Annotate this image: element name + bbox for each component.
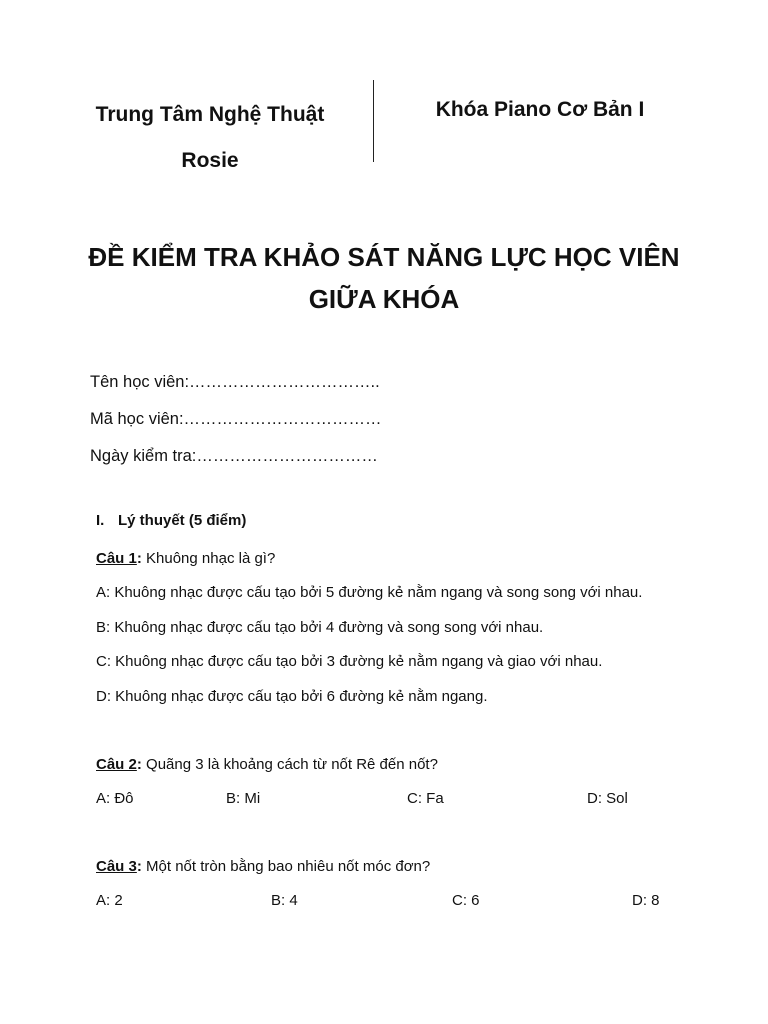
q2-option-a: A: Đô — [96, 790, 134, 807]
q1-option-b: B: Khuông nhạc được cấu tạo bởi 4 đường và song song với nhau. — [96, 619, 544, 636]
question-text: Khuông nhạc là gì? — [141, 550, 276, 567]
question-text: Quãng 3 là khoảng cách từ nốt Rê đến nốt? — [141, 756, 438, 773]
question-label: Câu 1 — [96, 550, 137, 567]
q3-option-d: D: 8 — [632, 892, 660, 909]
title-line2: GIỮA KHÓA — [308, 284, 460, 314]
question-label: Câu 2 — [96, 756, 137, 773]
q2-option-b: B: Mi — [226, 790, 261, 807]
document-title — [60, 236, 708, 320]
document-header — [0, 0, 768, 180]
q3-option-c: C: 6 — [452, 892, 480, 909]
q2-option-d: D: Sol — [587, 790, 628, 807]
section-number: I. — [96, 512, 105, 529]
question-1: Câu 1: Khuông nhạc là gì? — [96, 550, 276, 567]
student-id-field: Mã học viên:……………………………… — [90, 410, 382, 428]
question-2: Câu 2: Quãng 3 là khoảng cách từ nốt Rê đến nốt? — [96, 756, 438, 773]
q3-options — [96, 892, 696, 912]
center-name — [70, 92, 350, 184]
q1-option-d: D: Khuông nhạc được cấu tạo bởi 6 đường kẻ nằm ngang. — [96, 688, 488, 705]
q2-option-c: C: Fa — [407, 790, 444, 807]
q1-option-c: C: Khuông nhạc được cấu tạo bởi 3 đường kẻ nằm ngang và giao với nhau. — [96, 653, 603, 670]
section-title: Lý thuyết (5 điểm) — [118, 512, 247, 529]
q1-option-a: A: Khuông nhạc được cấu tạo bởi 5 đường kẻ nằm ngang và song song với nhau. — [96, 584, 643, 601]
header-divider — [373, 80, 374, 162]
question-label: Câu 3 — [96, 858, 137, 875]
q3-option-a: A: 2 — [96, 892, 123, 909]
q2-options — [96, 790, 696, 810]
title-line1: ĐỀ KIỂM TRA KHẢO SÁT NĂNG LỰC HỌC VIÊN — [88, 242, 680, 272]
center-name-line1: Trung Tâm Nghệ Thuật — [95, 103, 325, 126]
test-date-field: Ngày kiểm tra:…………………………… — [90, 447, 378, 465]
question-3: Câu 3: Một nốt tròn bằng bao nhiêu nốt móc đơn? — [96, 858, 431, 875]
section-heading — [96, 512, 246, 529]
course-name: Khóa Piano Cơ Bản I — [435, 98, 645, 121]
center-name-line2: Rosie — [181, 149, 239, 172]
q3-option-b: B: 4 — [271, 892, 298, 909]
student-info — [90, 364, 690, 475]
student-name-field: Tên học viên:…………………………….. — [90, 373, 380, 391]
question-text: Một nốt tròn bằng bao nhiêu nốt móc đơn? — [141, 858, 431, 875]
